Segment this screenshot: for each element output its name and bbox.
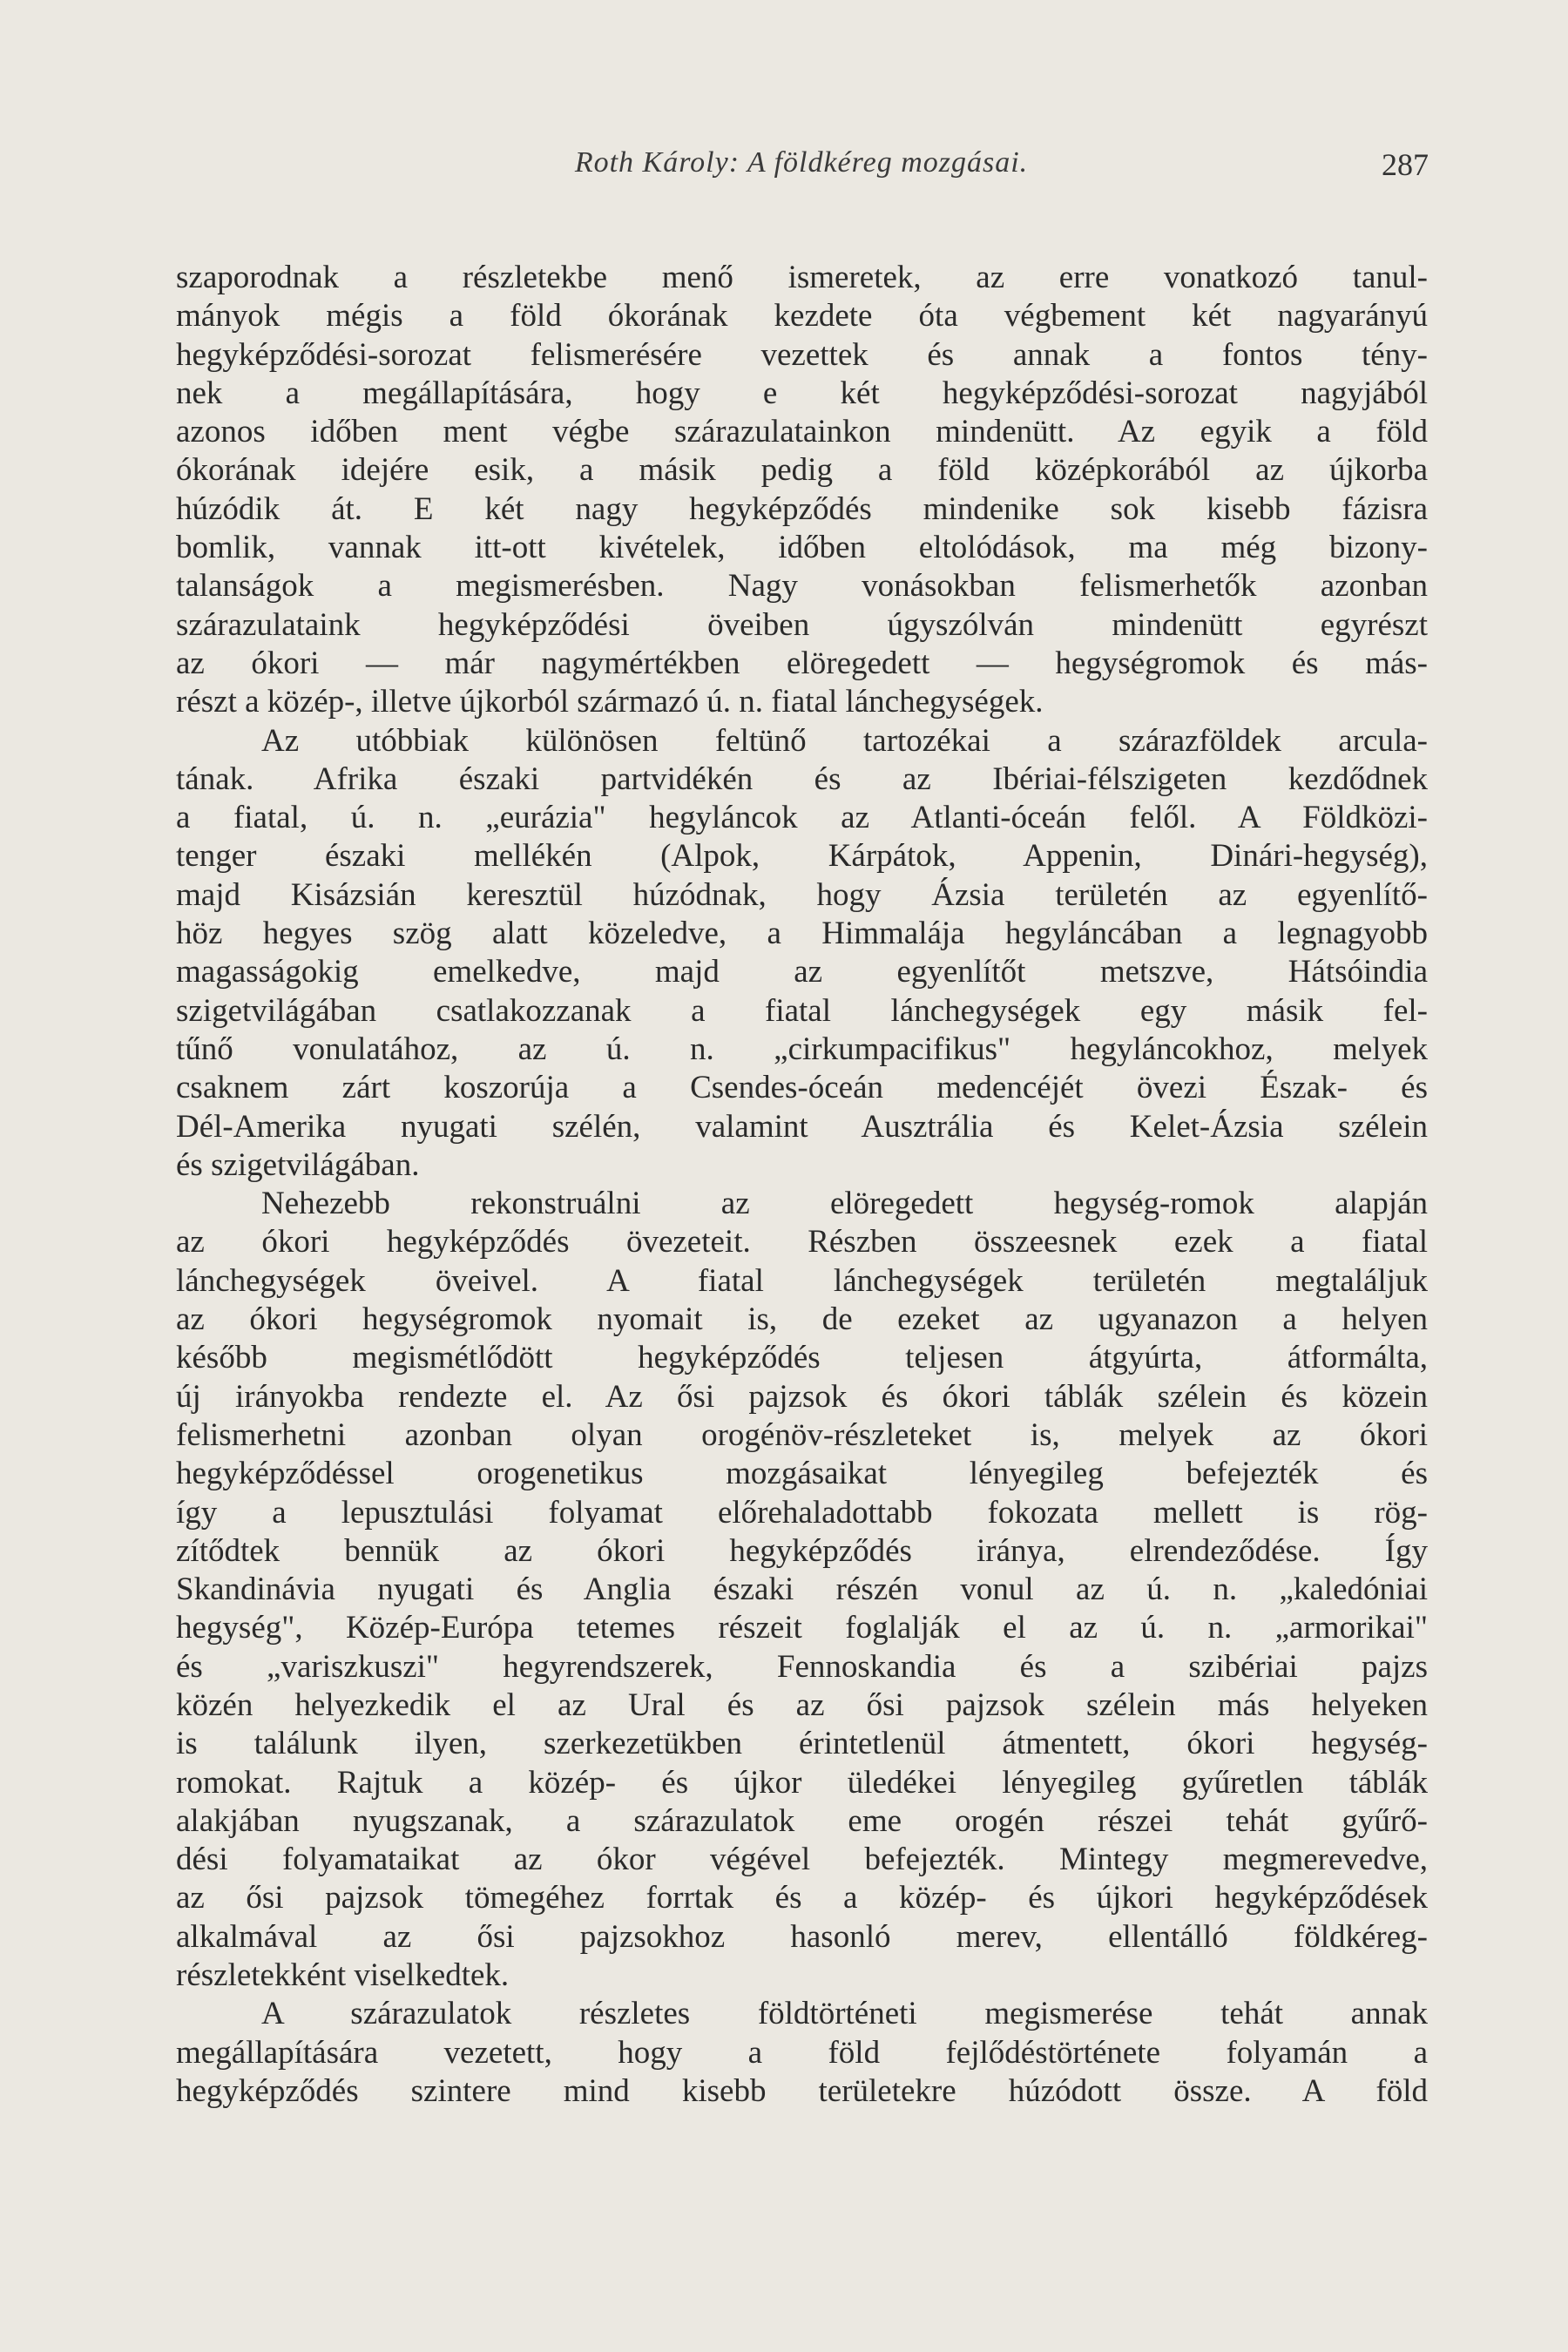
text-line: tának. Afrika északi partvidékén és az Ibériai-félszigeten kezdődnek (176, 760, 1428, 797)
text-line: és szigetvilágában. (176, 1146, 420, 1183)
text-line: ókorának idejére esik, a másik pedig a föld középkorából az újkorba (176, 452, 1428, 489)
running-title: Roth Károly: A földkéreg mozgásai. (574, 146, 1029, 179)
text-line: Skandinávia nyugati és Anglia északi részén vonul az ú. n. „kaledóniai (176, 1571, 1428, 1608)
text-line: részt a közép-, illetve újkorból származó ú. n. fiatal lánchegységek. (176, 684, 1044, 720)
text-line: alakjában nyugszanak, a szárazulatok eme orogén részei tehát gyűrő- (176, 1802, 1428, 1839)
text-line: Nehezebb rekonstruálni az elöregedett hegység-romok alapján (261, 1186, 1428, 1222)
text-line: talanságok a megismerésben. Nagy vonásokban felismerhetők azonban (176, 568, 1428, 605)
text-line: új irányokba rendezte el. Az ősi pajzsok és ókori táblák szélein és közein (176, 1378, 1428, 1415)
text-line: szárazulataink hegyképződési öveiben úgyszólván mindenütt egyrészt (176, 606, 1428, 643)
text-line: Az utóbbiak különösen feltünő tartozékai a szárazföldek arcula- (261, 722, 1428, 759)
text-line: lánchegységek öveivel. A fiatal lánchegységek területén megtaláljuk (176, 1262, 1428, 1299)
text-line: zítődtek bennük az ókori hegyképződés iránya, elrendeződése. Így (176, 1532, 1428, 1569)
page-number: 287 (1382, 147, 1429, 182)
text-line: így a lepusztulási folyamat előrehaladottabb fokozata mellett is rög- (176, 1494, 1428, 1531)
text-line: az ókori hegységromok nyomait is, de ezeket az ugyanazon a helyen (176, 1301, 1428, 1338)
text-line: nek a megállapítására, hogy e két hegyképződési-sorozat nagyjából (176, 375, 1428, 411)
text-line: az ősi pajzsok tömegéhez forrtak és a közép- és újkori hegyképződések (176, 1880, 1428, 1916)
text-line: hegyképződés szintere mind kisebb területekre húzódott össze. A föld (176, 2072, 1428, 2109)
running-head (174, 146, 1429, 190)
text-line: csaknem zárt koszorúja a Csendes-óceán medencéjét övezi Észak- és (176, 1070, 1428, 1106)
text-line: is találunk ilyen, szerkezetükben érintetlenül átmentett, ókori hegység- (176, 1726, 1428, 1762)
text-line: felismerhetni azonban olyan orogénöv-részleteket is, melyek az ókori (176, 1416, 1428, 1453)
text-line: bomlik, vannak itt-ott kivételek, időben eltolódások, ma még bizony- (176, 530, 1428, 566)
text-line: és „variszkuszi" hegyrendszerek, Fennoskandia és a szibériai pajzs (176, 1648, 1428, 1685)
text-line: mányok mégis a föld ókorának kezdete óta végbement két nagyarányú (176, 298, 1428, 335)
text-line: azonos időben ment végbe szárazulatainkon mindenütt. Az egyik a föld (176, 414, 1428, 450)
text-line: hegység", Közép-Európa tetemes részeit foglalják el az ú. n. „armorikai" (176, 1610, 1428, 1646)
text-line: a fiatal, ú. n. „eurázia" hegyláncok az Atlanti-óceán felől. A Földközi- (176, 800, 1428, 836)
text-line: hegyképződési-sorozat felismerésére vezettek és annak a fontos tény- (176, 336, 1428, 373)
text-line: majd Kisázsián keresztül húzódnak, hogy Ázsia területén az egyenlítő- (176, 876, 1428, 913)
text-line: megállapítására vezetett, hogy a föld fejlődéstörténete folyamán a (176, 2034, 1428, 2071)
text-line: romokat. Rajtuk a közép- és újkor üledékei lényegileg gyűretlen táblák (176, 1764, 1428, 1801)
text-line: közén helyezkedik el az Ural és az ősi pajzsok szélein más helyeken (176, 1686, 1428, 1723)
text-line: Dél-Amerika nyugati szélén, valamint Ausztrália és Kelet-Ázsia szélein (176, 1108, 1428, 1145)
text-line: az ókori — már nagymértékben elöregedett — hegységromok és más- (176, 645, 1428, 681)
text-line: húzódik át. E két nagy hegyképződés mindenike sok kisebb fázisra (176, 490, 1428, 527)
text-line: részletekként viselkedtek. (176, 1957, 510, 1994)
text-line: dési folyamataikat az ókor végével befejezték. Mintegy megmerevedve, (176, 1842, 1428, 1878)
body-text (176, 259, 1428, 2111)
text-line: alkalmával az ősi pajzsokhoz hasonló merev, ellentálló földkéreg- (176, 1918, 1428, 1955)
text-line: höz hegyes szög alatt közeledve, a Himmalája hegyláncában a legnagyobb (176, 916, 1428, 952)
text-line: szigetvilágában csatlakozzanak a fiatal lánchegységek egy másik fel- (176, 992, 1428, 1029)
text-line: magasságokig emelkedve, majd az egyenlítőt metszve, Hátsóindia (176, 954, 1428, 990)
text-line: A szárazulatok részletes földtörténeti megismerése tehát annak (261, 1996, 1428, 2032)
text-line: hegyképződéssel orogenetikus mozgásaikat lényegileg befejezték és (176, 1456, 1428, 1492)
text-line: az ókori hegyképződés övezeteit. Részben összeesnek ezek a fiatal (176, 1224, 1428, 1260)
text-line: tenger északi mellékén (Alpok, Kárpátok, Appenin, Dinári-hegység), (176, 838, 1428, 875)
text-line: szaporodnak a részletekbe menő ismeretek, az erre vonatkozó tanul- (176, 260, 1428, 295)
text-line: tűnő vonulatához, az ú. n. „cirkumpacifikus" hegyláncokhoz, melyek (176, 1031, 1428, 1067)
text-line: később megismétlődött hegyképződés teljesen átgyúrta, átformálta, (176, 1340, 1428, 1376)
